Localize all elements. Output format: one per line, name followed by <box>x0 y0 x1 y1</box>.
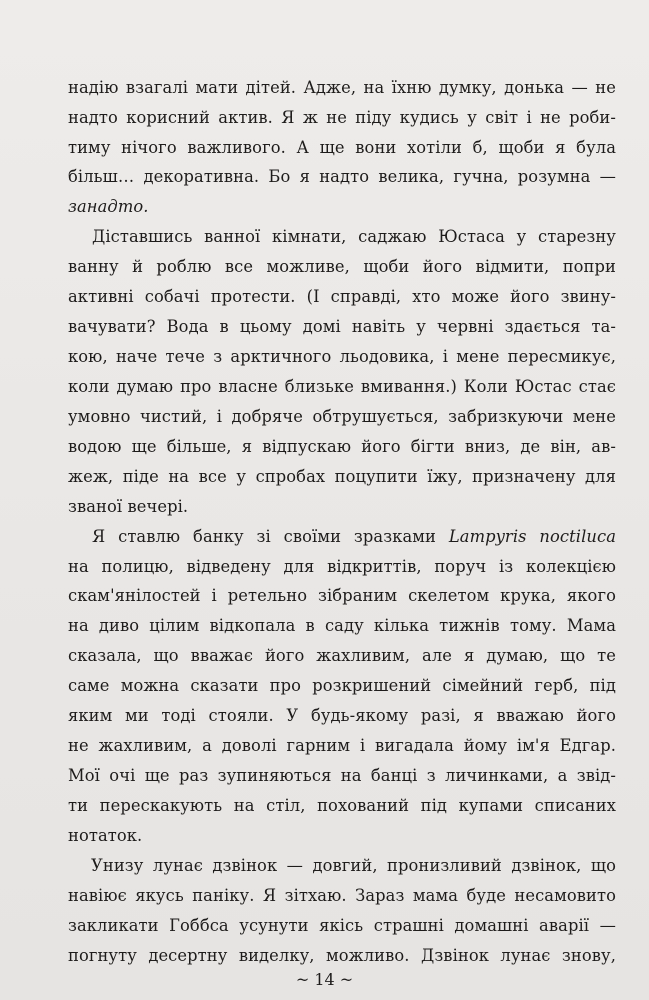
text-line: яким ми тоді стояли. У будь-якому разі, я вважаю його <box>68 706 616 725</box>
text-line: ванну й роблю все можливе, щоби його відмити, попри <box>68 257 616 276</box>
text-line: погнуту десертну виделку, можливо. Дзвінок лунає знову, <box>68 946 616 965</box>
text-line: нотаток. <box>68 826 143 845</box>
paragraph-first-line: Унизу лунає дзвінок — довгий, пронизливий дзвінок, що <box>91 856 616 875</box>
text-line: коли думаю про власне близьке вмивання.) Коли Юстас стає <box>68 377 616 396</box>
species-name: Lampyris noctiluca <box>448 527 616 546</box>
paragraph-first-line <box>92 523 616 551</box>
text-line: надто корисний актив. Я ж не піду кудись у світ і не роби- <box>68 108 616 127</box>
text-line: вачувати? Вода в цьому домі навіть у червні здається та- <box>68 317 616 336</box>
text-line: навіює якусь паніку. Я зітхаю. Зараз мама буде несамовито <box>68 886 616 905</box>
text-line: активні собачі протести. (І справді, хто може його звину- <box>68 287 616 306</box>
text-line: водою ще більше, я відпускаю його бігти вниз, де він, ав- <box>68 437 616 456</box>
text-line: тиму нічого важливого. А ще вони хотіли б, щоби я була <box>68 138 616 157</box>
text-line: занадто. <box>68 197 149 216</box>
text-line: званої вечері. <box>68 497 189 516</box>
text-line: умовно чистий, і добряче обтрушується, забризкуючи мене <box>68 407 616 426</box>
text-line: на полицю, відведену для відкриттів, поруч із колекцією <box>68 557 616 576</box>
text-line: не жахливим, а доволі гарним і вигадала йому ім'я Едгар. <box>68 736 616 755</box>
text-line: саме можна сказати про розкришений сімейний герб, під <box>68 676 616 695</box>
text-line: Мої очі ще раз зупиняються на банці з личинками, а звід- <box>68 766 616 785</box>
paragraph-first-line: Діставшись ванної кімнати, саджаю Юстаса у старезну <box>92 227 616 246</box>
text-line: ти перескакують на стіл, похований під купами списаних <box>68 796 616 815</box>
text-line: скам'янілостей і ретельно зібраним скелетом крука, якого <box>68 586 616 605</box>
text-line: більш… декоративна. Бо я надто велика, гучна, розумна — <box>68 167 616 186</box>
text-line: закликати Гоббса усунути якісь страшні домашні аварії — <box>68 916 616 935</box>
text-line: сказала, що вважає його жахливим, але я думаю, що те <box>68 646 616 665</box>
text-line: жеж, піде на все у спробах поцупити їжу, призначену для <box>68 467 616 486</box>
text-line: на диво цілим відкопала в саду кілька тижнів тому. Мама <box>68 616 616 635</box>
text-line: надію взагалі мати дітей. Адже, на їхню думку, донька — не <box>68 78 616 97</box>
text-run: Я ставлю банку зі своїми зразками <box>92 527 449 546</box>
page-number: ~ 14 ~ <box>295 970 354 989</box>
text-line: кою, наче тече з арктичного льодовика, і мене пересмикує, <box>68 347 616 366</box>
